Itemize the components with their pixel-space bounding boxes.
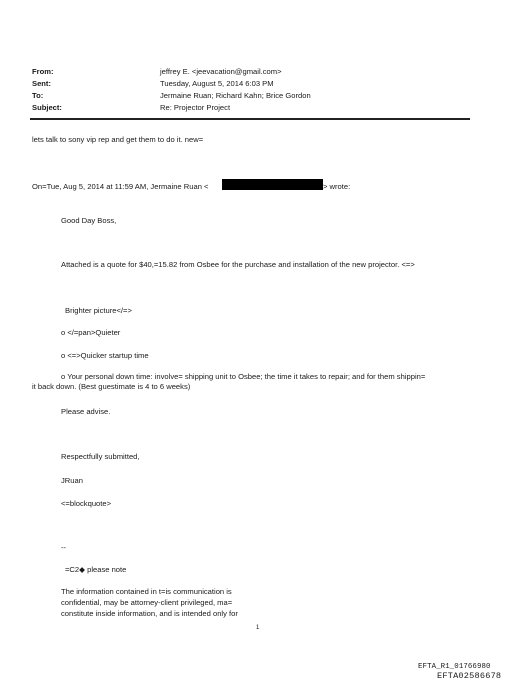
confidentiality-line-2: confidential, may be attorney-client privileged, ma=: [61, 598, 233, 607]
page-number: 1: [256, 625, 260, 631]
redaction-box: [222, 179, 323, 190]
reply-line: lets talk to sony vip rep and get them to do it. new=: [32, 135, 204, 144]
to-value: Jermaine Ruan; Richard Kahn; Brice Gordon: [160, 91, 311, 100]
confidentiality-line-1: The information contained in t=is communication is: [61, 587, 232, 596]
header-divider: [30, 118, 470, 120]
confidentiality-line-3: constitute inside information, and is intended only for: [61, 609, 238, 618]
sent-label: Sent:: [32, 79, 51, 88]
from-label: From:: [32, 67, 54, 76]
signoff: Respectfully submitted,: [61, 452, 140, 461]
bates-number-2: EFTA02586678: [437, 671, 502, 681]
please-note: =C2◆ please note: [65, 565, 127, 574]
bullet-quieter: o </=pan>Quieter: [61, 328, 121, 337]
bates-number-1: EFTA_R1_01766980: [418, 663, 491, 671]
to-label: To:: [32, 91, 44, 100]
bullet-startup: o <=>Quicker startup time: [61, 351, 149, 360]
quote-intro-suffix: > wrote:: [323, 182, 351, 191]
greeting: Good Day Boss,: [61, 216, 117, 225]
bullet-downtime-line1: o Your personal down time: involve= shipping unit to Osbee; the time it takes to repair; and for them shippin=: [61, 372, 426, 381]
please-advise: Please advise.: [61, 407, 111, 416]
subject-value: Re: Projector Project: [160, 103, 231, 112]
quote-intro-prefix: On=Tue, Aug 5, 2014 at 11:59 AM, Jermaine Ruan <: [32, 182, 209, 191]
signature-dashes: --: [61, 543, 67, 552]
blockquote-tag: <=blockquote>: [61, 499, 112, 508]
bullet-downtime-line2: it back down. (Best guestimate is 4 to 6 weeks): [32, 382, 191, 391]
quote-paragraph: Attached is a quote for $40,=15.82 from Osbee for the purchase and installation of the new projector. <=>: [61, 260, 415, 269]
quote-intro: [32, 182, 208, 191]
signature: JRuan: [61, 476, 83, 485]
from-value: jeffrey E. <jeevacation@gmail.com>: [160, 67, 282, 76]
sent-value: Tuesday, August 5, 2014 6:03 PM: [160, 79, 274, 88]
bullet-brighter: Brighter picture</=>: [65, 306, 132, 315]
subject-label: Subject:: [32, 103, 62, 112]
